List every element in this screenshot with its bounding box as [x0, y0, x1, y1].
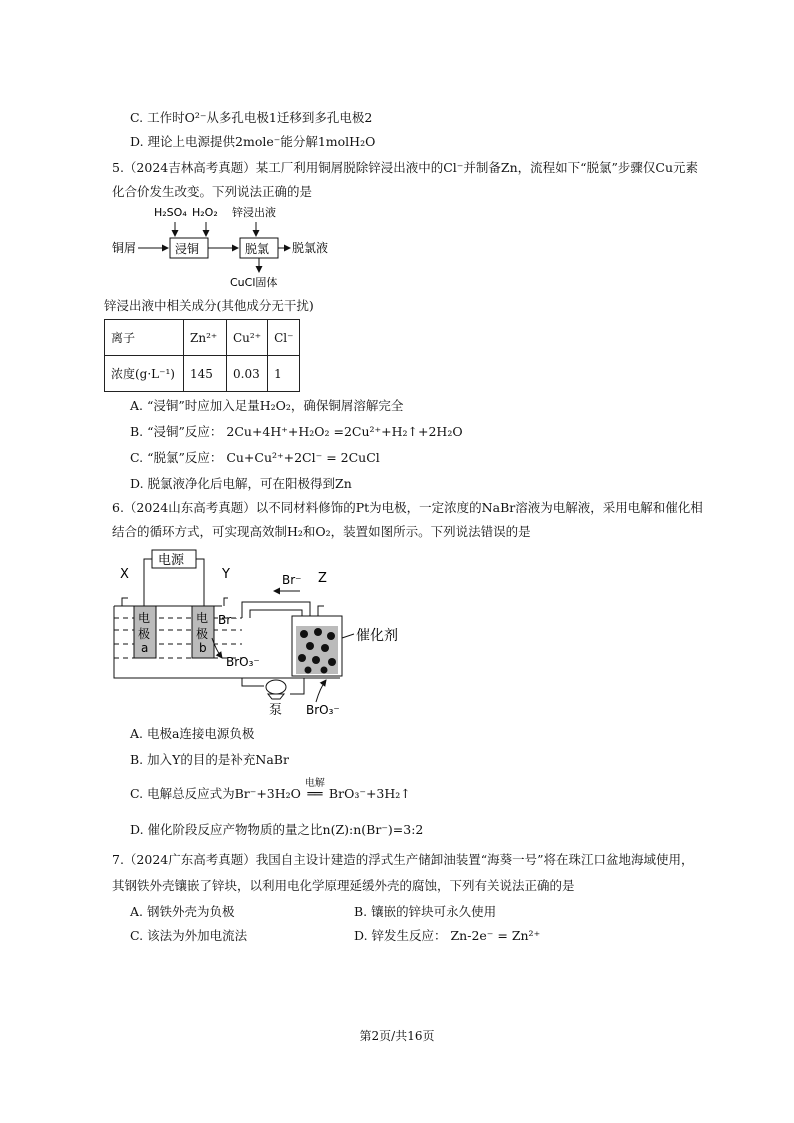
- electrolysis-arrow: 电解 ══: [301, 786, 329, 801]
- table-cell: 0.03: [227, 356, 268, 392]
- electrolysis-condition: 电解: [304, 778, 325, 789]
- q5-ion-table: [104, 319, 300, 392]
- q7-stem-line1: 7.（2024广东高考真题）我国自主设计建造的浮式生产储卸油装置“海葵一号”将在珠江口盆地海域使用，: [112, 852, 694, 867]
- q6-option-c-suffix: BrO₃⁻+3H₂↑: [328, 786, 411, 801]
- q6-stem-line1: 6.（2024山东高考真题）以不同材料修饰的Pt为电极，一定浓度的NaBr溶液为电解液，采用电解和催化相: [112, 500, 703, 515]
- q4-option-c: C. 工作时O²⁻从多孔电极1迁移到多孔电极2: [130, 110, 373, 125]
- q5-option-c: C. “脱氯”反应： Cu+Cu²⁺+2Cl⁻ = 2CuCl: [130, 450, 380, 465]
- q4-option-d: D. 理论上电源提供2mole⁻能分解1molH₂O: [130, 134, 376, 149]
- table-row: [105, 320, 300, 356]
- table-cell: 145: [184, 356, 227, 392]
- q5-option-a: A. “浸铜”时应加入足量H₂O₂，确保铜屑溶解完全: [130, 398, 404, 413]
- svg-text:b: b: [199, 641, 207, 655]
- q7-option-a: A. 钢铁外壳为负极: [130, 904, 235, 919]
- q5-stem-line2: 化合价发生改变。下列说法正确的是: [112, 184, 313, 199]
- flow-step-leach: 浸铜: [175, 242, 200, 256]
- flow-output-solid: CuCl固体: [230, 276, 278, 289]
- q7-stem-line2: 其钢铁外壳镶嵌了锌块，以利用电化学原理延缓外壳的腐蚀，下列有关说法正确的是: [112, 878, 575, 893]
- svg-text:电: 电: [138, 611, 151, 625]
- label-x: X: [120, 567, 129, 582]
- q6-stem-line2: 结合的循环方式，可实现高效制H₂和O₂，装置如图所示。下列说法错误的是: [112, 524, 531, 539]
- table-cell: 浓度(g·L⁻¹): [105, 356, 184, 392]
- svg-text:电: 电: [196, 611, 209, 625]
- label-y: Y: [222, 567, 230, 582]
- label-catalyst: 催化剂: [356, 628, 398, 644]
- q6-option-d: D. 催化阶段反应产物物质的量之比n(Z):n(Br⁻)=3:2: [130, 822, 424, 837]
- table-cell: Cl⁻: [268, 320, 300, 356]
- flow-input-h2o2: H₂O₂: [192, 206, 218, 219]
- q7-option-b: B. 镶嵌的锌块可永久使用: [354, 904, 497, 919]
- table-cell: 离子: [105, 320, 184, 356]
- page-footer: 第2页/共16页: [359, 1029, 435, 1043]
- label-pump: 泵: [269, 703, 283, 718]
- label-br-top: Br⁻: [282, 573, 302, 587]
- power-supply-label: 电源: [158, 553, 185, 568]
- q5-option-b: B. “浸铜”反应： 2Cu+4H⁺+H₂O₂ =2Cu²⁺+H₂↑+2H₂O: [130, 424, 463, 439]
- q6-option-b: B. 加入Y的目的是补充NaBr: [130, 752, 289, 767]
- table-cell: 1: [268, 356, 300, 392]
- table-cell: Cu²⁺: [227, 320, 268, 356]
- svg-text:极: 极: [138, 627, 151, 641]
- label-br-left: Br⁻: [218, 613, 238, 627]
- flow-start-copper: 铜屑: [112, 241, 137, 255]
- q5-flow-diagram: [108, 202, 338, 292]
- q7-option-d: D. 锌发生反应： Zn-2e⁻ = Zn²⁺: [354, 928, 541, 943]
- q6-electrolysis-diagram: [104, 546, 414, 721]
- label-z: Z: [318, 571, 327, 586]
- q6-option-c-prefix: C. 电解总反应式为Br⁻+3H₂O: [130, 786, 301, 801]
- q5-table-caption: 锌浸出液中相关成分(其他成分无干扰): [104, 298, 314, 313]
- q6-option-a: A. 电极a连接电源负极: [130, 726, 255, 741]
- pump-icon: [266, 680, 286, 694]
- label-bro3-bottom: BrO₃⁻: [306, 703, 340, 717]
- q5-stem-line1: 5.（2024吉林高考真题）某工厂利用铜屑脱除锌浸出液中的Cl⁻并制备Zn，流程如下“脱氯”步骤仅Cu元素: [112, 160, 699, 175]
- svg-text:a: a: [141, 641, 149, 655]
- svg-text:极: 极: [196, 627, 209, 641]
- flow-output-liquid: 脱氯液: [292, 241, 329, 255]
- table-cell: Zn²⁺: [184, 320, 227, 356]
- label-bro3-left: BrO₃⁻: [226, 655, 260, 669]
- flow-input-h2so4: H₂SO₄: [154, 206, 187, 219]
- table-row: [105, 356, 300, 392]
- q6-option-c: [130, 778, 411, 802]
- flow-input-leachate: 锌浸出液: [232, 206, 276, 219]
- q5-option-d: D. 脱氯液净化后电解，可在阳极得到Zn: [130, 476, 352, 491]
- q7-option-c: C. 该法为外加电流法: [130, 928, 248, 943]
- flow-step-dechlor: 脱氯: [245, 242, 270, 256]
